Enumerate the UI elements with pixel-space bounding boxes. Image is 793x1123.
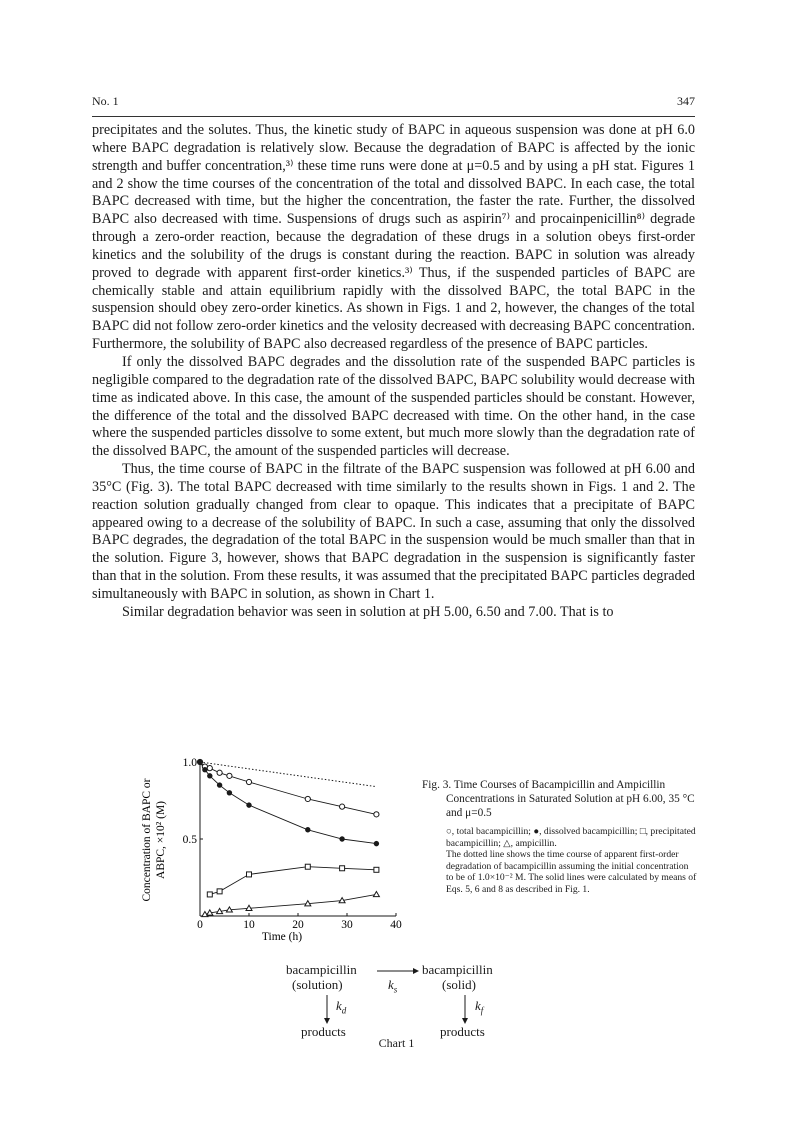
open-circle-point (305, 796, 310, 801)
scheme-products-left: products (301, 1024, 346, 1039)
filled-circle-point (374, 841, 379, 846)
scheme-solution-label: (solution) (292, 977, 343, 992)
scheme-kf: $k_f$ (475, 998, 484, 1016)
caption-title: Fig. 3. Time Courses of Bacampicillin and Ampicillin Concentrations in Saturated Solution at pH 6.00, 35 °C and μ=0.5 (422, 779, 695, 819)
y-axis-label-line-2: ABPC, ×10² (M) (155, 801, 167, 879)
figure-caption (422, 778, 698, 896)
x-tick-label: 10 (243, 919, 255, 931)
journal-issue: No. 1 (92, 94, 119, 108)
open-square-point (207, 892, 212, 897)
chart-marks (197, 759, 379, 916)
scheme-solid-label: (solid) (442, 977, 476, 992)
scheme-bacampicillin-solid: bacampicillin (422, 962, 493, 977)
figure-3-chart (140, 756, 402, 946)
open-circle-point (246, 779, 251, 784)
scheme-kd: $k_d$ (336, 998, 347, 1016)
open-square-point (374, 867, 379, 872)
series-line-filled-circle (200, 762, 376, 844)
filled-circle-point (217, 782, 222, 787)
filled-circle-point (339, 836, 344, 841)
series-line-open-circle (200, 762, 376, 814)
chart-1-label: Chart 1 (378, 1036, 415, 1050)
scheme-products-right: products (440, 1024, 485, 1039)
x-axis-label: Time (h) (261, 931, 303, 943)
page-header (92, 94, 695, 112)
y-axis-label-line-1: Concentration of BAPC or (141, 778, 153, 902)
caption-legend: ○, total bacampicillin; ●, dissolved bacampicillin; □, precipitated bacampicillin; △, ampicillin. (446, 826, 696, 849)
open-circle-point (217, 770, 222, 775)
open-circle-point (227, 773, 232, 778)
caption-note: The dotted line shows the time course of apparent first-order degradation of bacampicillin assuming the initial concentration to be of 1.0×10⁻² M. The solid lines were calculated by means of Eqs. 5, 6 and 8 as described in Fig. 1. (446, 849, 697, 895)
x-tick-label: 20 (292, 919, 304, 931)
open-square-point (340, 866, 345, 871)
arrow-right-icon (375, 964, 419, 978)
y-tick-label: 1.0 (182, 757, 197, 769)
arrow-down-icon (322, 994, 332, 1024)
x-tick-label: 40 (390, 919, 402, 931)
open-circle-point (374, 812, 379, 817)
figure-3 (92, 756, 695, 946)
filled-circle-point (246, 802, 251, 807)
paragraph-1: precipitates and the solutes. Thus, the kinetic study of BAPC in aqueous suspension was done at pH 6.0 where BAPC degradation is relatively slow. Because the degradation of BAPC is affected by the ionic strength and buffer concentration,³⁾ these time runs were done at μ=0.5 and by using a pH stat. Figures 1 and 2 show the time courses of the concentration of the total and dissolved BAPC. In each case, the total BAPC decreased with time, but the higher the concentration, the faster the rate. Further, the dissolved BAPC also decreased with time. Suspensions of drugs such as aspirin⁷⁾ and procainpenicillin⁸⁾ degrade through a zero-order reaction, because the degradation of these drugs in a solution obeys first-order kinetics and the solubility of the drugs is constant during the reaction. BAPC in solution was already proved to degrade with apparent first-order kinetics.³⁾ Thus, if the suspended particles of BAPC are chemically stable and attain equilibrium rapidly with the dissolved BAPC, the total BAPC in the suspension should obey zero-order kinetics. As shown in Figs. 1 and 2, however, the changes of the total BAPC did not follow zero-order kinetics and the velosity decreased with decreasing BAPC concentration. Furthermore, the solubility of BAPC also decreased regardless of the presence of BAPC particles. (92, 122, 695, 353)
chart-lines (200, 762, 376, 915)
open-triangle-point (373, 891, 379, 896)
paragraph-4: Similar degradation behavior was seen in solution at pH 5.00, 6.50 and 7.00. That is to (122, 603, 614, 620)
arrow-down-icon (460, 994, 470, 1024)
filled-circle-point (207, 773, 212, 778)
x-tick-label: 0 (197, 919, 203, 931)
open-square-point (247, 872, 252, 877)
filled-circle-point (197, 759, 202, 764)
open-circle-point (340, 804, 345, 809)
paragraph-3: Thus, the time course of BAPC in the filtrate of the BAPC suspension was followed at pH 6.00 and 35°C (Fig. 3). The total BAPC decreased with time similarly to the results shown in Figs. 1 and 2. The reaction solution gradually changed from clear to opaque. This indicates that a precipitate of BAPC appeared owing to a decrease of the solubility of BAPC. In such a case, assuming that only the dissolved BAPC degrades, the degradation of the total BAPC in the suspension would be much smaller than that in the solution. Figure 3, however, shows that BAPC degradation in the suspension is significantly faster than that in the solution. From these results, it was assumed that the precipitated BAPC particles degraded simultaneously with BAPC in solution, as shown in Chart 1. (92, 461, 695, 602)
open-circle-point (207, 766, 212, 771)
body-text (92, 122, 695, 622)
page-number: 347 (677, 94, 695, 108)
scheme-ks: $k_s$ (388, 977, 398, 995)
series-line-open-square (210, 867, 377, 895)
x-tick-label: 30 (341, 919, 353, 931)
filled-circle-point (305, 827, 310, 832)
open-square-point (217, 889, 222, 894)
dotted-first-order-line (200, 762, 376, 787)
filled-circle-point (227, 790, 232, 795)
paragraph-2: If only the dissolved BAPC degrades and the dissolution rate of the suspended BAPC particles is negligible compared to the degradation rate of the dissolved BAPC, BAPC solubility would decrease with time as indicated above. In this case, the amount of the suspended particles should be constant. However, the difference of the total and the dissolved BAPC decreased with time. On the other hand, in the case where the suspended particles dissolve to some extent, but much more slowly than the degradation rate of the dissolved BAPC, the amount of the suspended particles will decrease. (92, 353, 695, 460)
header-rule (92, 116, 695, 117)
scheme-bacampicillin-solution: bacampicillin (286, 962, 357, 977)
open-square-point (305, 864, 310, 869)
y-tick-label: 0.5 (182, 834, 197, 846)
filled-circle-point (202, 767, 207, 772)
